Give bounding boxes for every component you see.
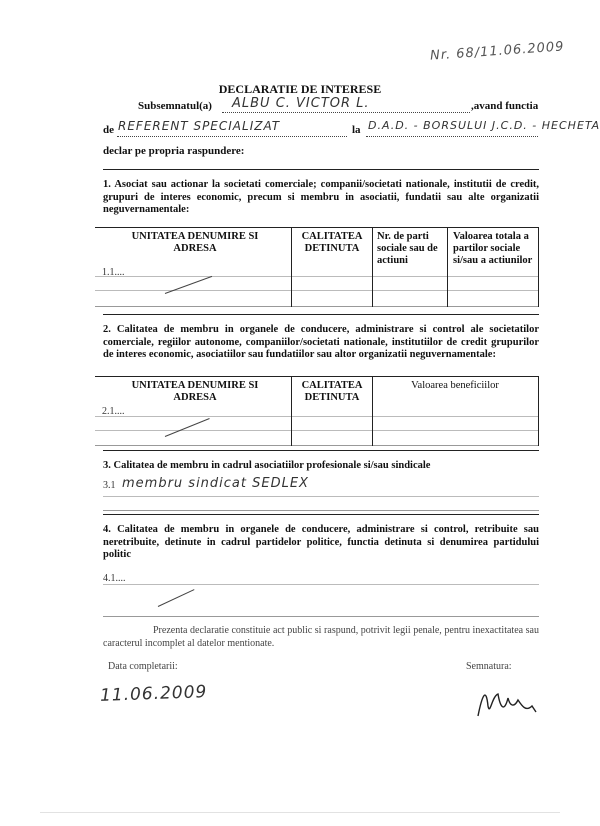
institution-dotted-line: [366, 136, 538, 137]
function-value: REFERENT SPECIALIZAT: [118, 119, 281, 133]
document-title: DECLARATIE DE INTERESE: [218, 82, 382, 96]
la-label: la: [352, 124, 361, 136]
s2-col-calitatea: CALITATEA DETINUTA: [301, 380, 363, 403]
institution-value: D.A.D. - BORSULUI J.C.D. - HECHETA: [368, 119, 600, 132]
s3-row-value: membru sindicat SEDLEX: [122, 476, 309, 491]
s1-col-nr-parti: Nr. de parti sociale sau de actiuni: [377, 231, 438, 266]
s4-row-label: 4.1....: [103, 573, 126, 584]
s3-bottom-line: [103, 510, 539, 511]
s1-strike-mark: [165, 276, 212, 294]
date-label: Data completarii:: [108, 661, 178, 672]
declar-text: declar pe propria raspundere:: [103, 145, 245, 157]
registration-number: Nr. 68/11.06.2009: [429, 39, 565, 64]
s1-row-label: 1.1....: [102, 267, 125, 278]
s4-row-line: [103, 584, 539, 585]
signature-label: Semnatura:: [466, 661, 512, 672]
s3-row-line: [103, 496, 539, 497]
declarant-name: ALBU C. VICTOR L.: [232, 96, 370, 111]
s3-row-label: 3.1: [103, 480, 116, 491]
section1-table: [95, 227, 539, 307]
s2-col-unitatea: UNITATEA DENUMIRE SI ADRESA: [131, 380, 259, 403]
function-dotted-line: [117, 136, 347, 137]
scan-artifact-line: [40, 812, 560, 813]
date-value: 11.06.2009: [99, 682, 208, 706]
s1-col-calitatea: CALITATEA DETINUTA: [301, 231, 363, 254]
de-label: de: [103, 124, 114, 136]
s1-col-valoarea: Valoarea totala a partilor sociale si/sau a actiunilor: [453, 231, 533, 266]
s2-row-label: 2.1....: [102, 406, 125, 417]
subsemnatul-label: Subsemnatul(a): [138, 100, 212, 112]
name-dotted-line: [222, 112, 470, 113]
section2-table: [95, 376, 539, 446]
s1-col-unitatea: UNITATEA DENUMIRE SI ADRESA: [131, 231, 259, 254]
s4-bottom-line: [103, 616, 539, 617]
section3-heading: 3. Calitatea de membru in cadrul asociatiilor profesionale si/sau sindicale: [103, 450, 539, 476]
signature-image: [470, 676, 550, 726]
section1-heading: 1. Asociat sau actionar la societati comerciale; companii/societati nationale, institutii de credit, grupuri de interes economic, precum si membru in asociatii, fundatii sau alte organizatii neguvernamentale:: [103, 169, 539, 227]
s4-strike-mark: [158, 589, 195, 607]
s2-strike-mark: [165, 418, 210, 437]
section2-heading: 2. Calitatea de membru in organele de conducere, administrare si control ale societatilor comerciale, regiilor autonome, companiilor/societati nationale, institutiilor de credit grupurilor de interes economic, asociatiilor sau fundatiilor sau altor organizatii neguvernamentale:: [103, 314, 539, 376]
footer-statement: Prezenta declaratie constituie act public si raspund, potrivit legii penale, pentru inexactitatea sau caracterul incomplet al datelor mentionate.: [103, 625, 539, 649]
s2-col-valoarea: Valoarea beneficiilor: [411, 380, 499, 391]
functia-label: ,avand functia: [471, 100, 539, 112]
section4-heading: 4. Calitatea de membru in organele de conducere, administrare si control, retribuite sau neretribuite, detinute in cadrul partidelor politice, functia detinuta si denumirea partidului politic: [103, 514, 539, 566]
